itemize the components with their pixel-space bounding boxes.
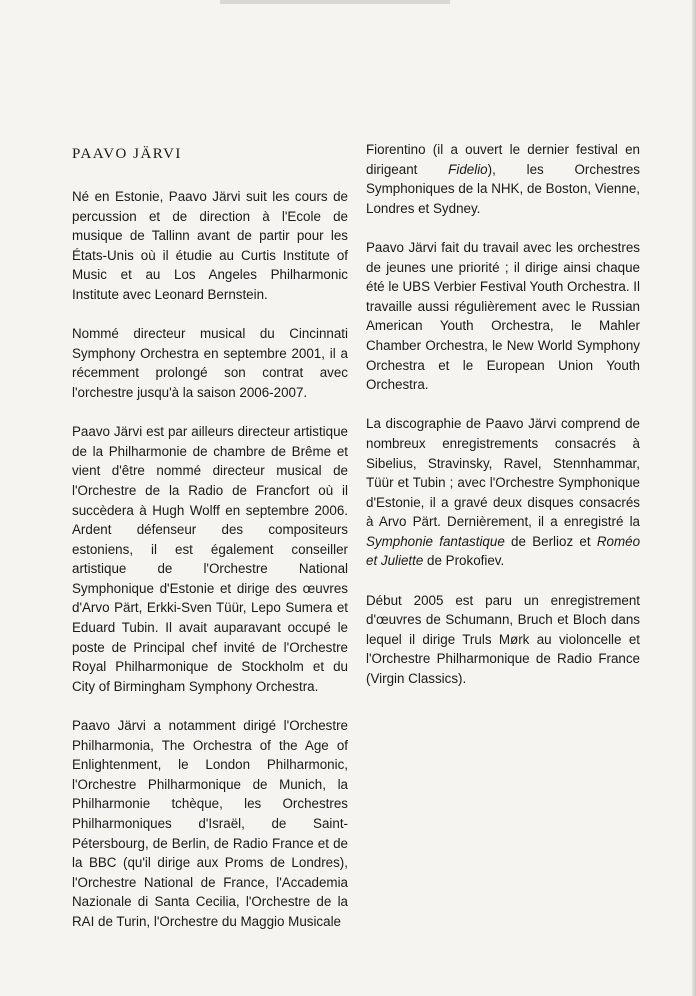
text-run: de Berlioz et (504, 533, 597, 549)
left-column (72, 187, 348, 951)
scan-shadow (220, 0, 450, 4)
bio-paragraph-7 (366, 414, 640, 571)
italic-title-fidelio: Fidelio (448, 161, 488, 177)
text-run: de Prokofiev. (423, 553, 505, 569)
bio-paragraph-3: Paavo Järvi est par ailleurs directeur artistique de la Philharmonie de chambre de Brême et vient d'être nommé directeur musical de l'Orchestre de la Radio de Francfort où il succèdera à Hugh Wolff en septembre 2006. Ardent défenseur des compositeurs estoniens, il est également conseiller artistique de l'Orchestre National Symphonique d'Estonie et dirige des œuvres d'Arvo Pärt, Erkki-Sven Tüür, Lepo Sumera et Eduard Tubin. Il avait auparavant occupé le poste de Principal chef invité de l'Orchestre Royal Philharmonique de Stockholm et du City of Birmingham Symphony Orchestra. (72, 424, 348, 694)
bio-paragraph-4: Paavo Järvi a notamment dirigé l'Orchestre Philharmonia, The Orchestra of the Age of Enlightenment, le London Philharmonic, l'Orchestre Philharmonique de Munich, la Philharmonie tchèque, les Orchestres Philharmoniques d'Israël, de Saint-Pétersbourg, de Berlin, de Radio France et de la BBC (qu'il dirige aux Proms de Londres), l'Orchestre National de France, l'Accademia Nazionale di Santa Cecilia, l'Orchestre de la RAI de Turin, l'Orchestre du Maggio Musicale (72, 718, 348, 929)
right-column (366, 140, 640, 708)
bio-paragraph-8: Début 2005 est paru un enregistrement d'œuvres de Schumann, Bruch et Bloch dans lequel il dirige Truls Mørk au violoncelle et l'Orchestre Philharmonique de Radio France (Virgin Classics). (366, 592, 640, 687)
text-run: Fiorentino (il a ouvert le dernier festival en dirigeant (366, 142, 640, 177)
page-title: PAAVO JÄRVI (72, 146, 182, 162)
bio-paragraph-5 (366, 140, 640, 218)
bio-paragraph-6: Paavo Järvi fait du travail avec les orchestres de jeunes une priorité ; il dirige ainsi chaque été le UBS Verbier Festival Youth Orchestra. Il travaille aussi régulièrement avec le Russian American Youth Orchestra, le Mahler Chamber Orchestra, le New World Symphony Orchestra et le European Union Youth Orchestra. (366, 239, 640, 393)
page-edge (692, 0, 696, 996)
italic-title-symphonie: Symphonie fantastique (366, 533, 505, 549)
text-run: ), les Orchestres Symphoniques de la NHK, de Boston, Vienne, Londres et Sydney. (366, 161, 640, 216)
bio-paragraph-1: Né en Estonie, Paavo Järvi suit les cours de percussion et de direction à l'Ecole de musique de Tallinn avant de partir pour les États-Unis où il étudie au Curtis Institute of Music et au Los Angeles Philharmonic Institute avec Leonard Bernstein. (72, 189, 348, 302)
italic-title-romeo: Roméo et Juliette (366, 533, 641, 569)
bio-paragraph-2: Nommé directeur musical du Cincinnati Symphony Orchestra en septembre 2001, il a récemment prolongé son contrat avec l'orchestre jusqu'à la saison 2006-2007. (72, 326, 348, 400)
text-run: La discographie de Paavo Järvi comprend de nombreux enregistrements consacrés à Sibelius, Stravinsky, Ravel, Stennhammar, Tüür et Tubin ; avec l'Orchestre Symphonique d'Estonie, il a gravé deux disques consacrés à Arvo Pärt. Dernièrement, il a enregistré la (366, 416, 640, 530)
